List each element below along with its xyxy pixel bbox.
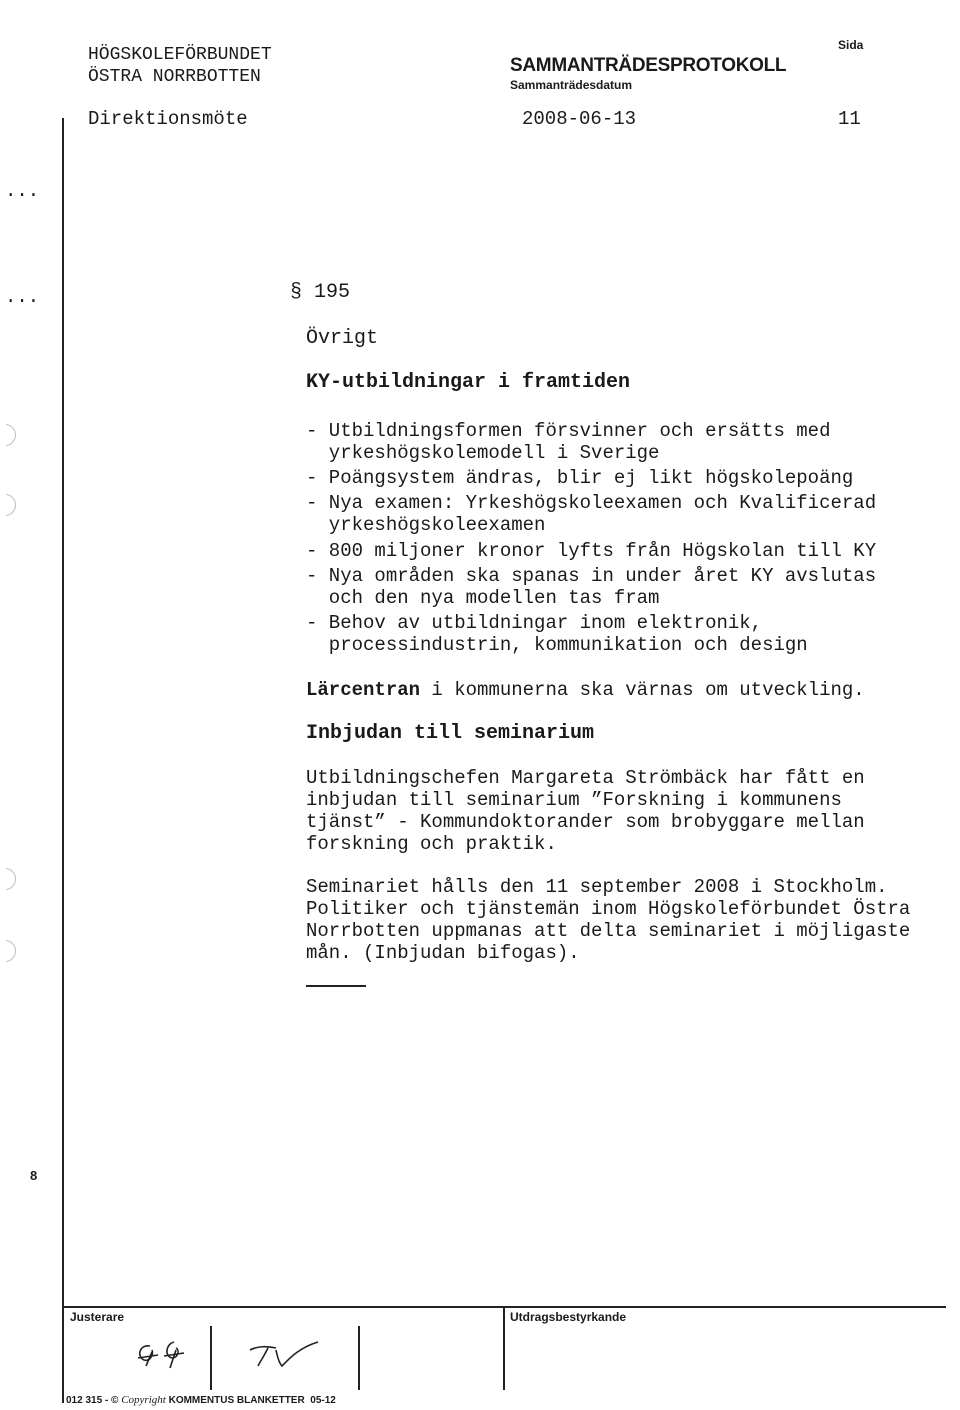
copyright-word: Copyright <box>121 1394 166 1406</box>
invite-line: forskning och praktik. <box>306 833 557 855</box>
meeting-name: Direktionsmöte <box>88 108 248 130</box>
bullet-line: yrkeshögskoleexamen <box>306 514 546 536</box>
org-name-line2: ÖSTRA NORRBOTTEN <box>88 67 261 87</box>
left-margin-rule <box>62 118 64 1403</box>
larcentran-bold: Lärcentran <box>306 679 421 701</box>
page-number: 11 <box>838 108 861 130</box>
seminar-line: Seminariet hålls den 11 september 2008 i Stockholm. <box>306 876 888 898</box>
section-subtitle: KY-utbildningar i framtiden <box>306 371 631 394</box>
date-label: Sammanträdesdatum <box>510 78 633 92</box>
invite-line: inbjudan till seminarium ”Forskning i kommunens <box>306 789 842 811</box>
initials-signature-2 <box>246 1336 326 1370</box>
punch-hole <box>0 494 16 516</box>
larcentran-rest: i kommunerna ska värnas om utveckling. <box>420 679 865 701</box>
margin-ellipsis: ... <box>5 180 40 202</box>
bullet-line: - Utbildningsformen försvinner och ersätts med <box>306 420 831 442</box>
utdrag-divider <box>503 1306 505 1390</box>
signature-divider <box>358 1326 360 1390</box>
form-code-line <box>66 1394 336 1406</box>
invite-line: tjänst” - Kommundoktorander som brobyggare mellan <box>306 811 865 833</box>
margin-ellipsis: ... <box>5 286 40 308</box>
bullet-line: - Behov av utbildningar inom elektronik, <box>306 612 763 634</box>
invite-heading: Inbjudan till seminarium <box>306 722 595 745</box>
punch-hole <box>0 940 16 962</box>
bullet-line: yrkeshögskolemodell i Sverige <box>306 442 660 464</box>
publisher: KOMMENTUS BLANKETTER 05-12 <box>165 1395 336 1406</box>
bullet-line: - Nya områden ska spanas in under året KY avslutas <box>306 565 877 587</box>
initials-signature-1 <box>132 1338 196 1372</box>
bullet-line: och den nya modellen tas fram <box>306 587 660 609</box>
margin-number: 8 <box>30 1168 38 1183</box>
document-type: SAMMANTRÄDESPROTOKOLL <box>510 55 787 76</box>
punch-hole <box>0 868 16 890</box>
meeting-date: 2008-06-13 <box>522 108 637 130</box>
signature-divider <box>210 1326 212 1390</box>
utdrag-label: Utdragsbestyrkande <box>510 1310 627 1324</box>
seminar-line: Politiker och tjänstemän inom Högskoleförbundet Östra <box>306 898 911 920</box>
org-name-line1: HÖGSKOLEFÖRBUNDET <box>88 45 272 65</box>
paragraph-number: § 195 <box>290 281 351 304</box>
seminar-line: Norrbotten uppmanas att delta seminariet i möjligaste <box>306 920 911 942</box>
seminar-line: mån. (Inbjudan bifogas). <box>306 942 580 964</box>
justerare-label: Justerare <box>70 1310 125 1324</box>
bullet-line: processindustrin, kommunikation och design <box>306 634 808 656</box>
section-title: Övrigt <box>306 327 379 350</box>
form-code: 012 315 - © <box>66 1395 122 1406</box>
larcentran-line <box>306 679 865 701</box>
section-end-rule <box>306 985 366 987</box>
bullet-line: - 800 miljoner kronor lyfts från Högskolan till KY <box>306 540 877 562</box>
page-label: Sida <box>838 38 864 52</box>
bullet-line: - Poängsystem ändras, blir ej likt högskolepoäng <box>306 467 854 489</box>
bullet-line: - Nya examen: Yrkeshögskoleexamen och Kvalificerad <box>306 492 877 514</box>
invite-line: Utbildningschefen Margareta Strömbäck har fått en <box>306 767 865 789</box>
punch-hole <box>0 424 16 446</box>
